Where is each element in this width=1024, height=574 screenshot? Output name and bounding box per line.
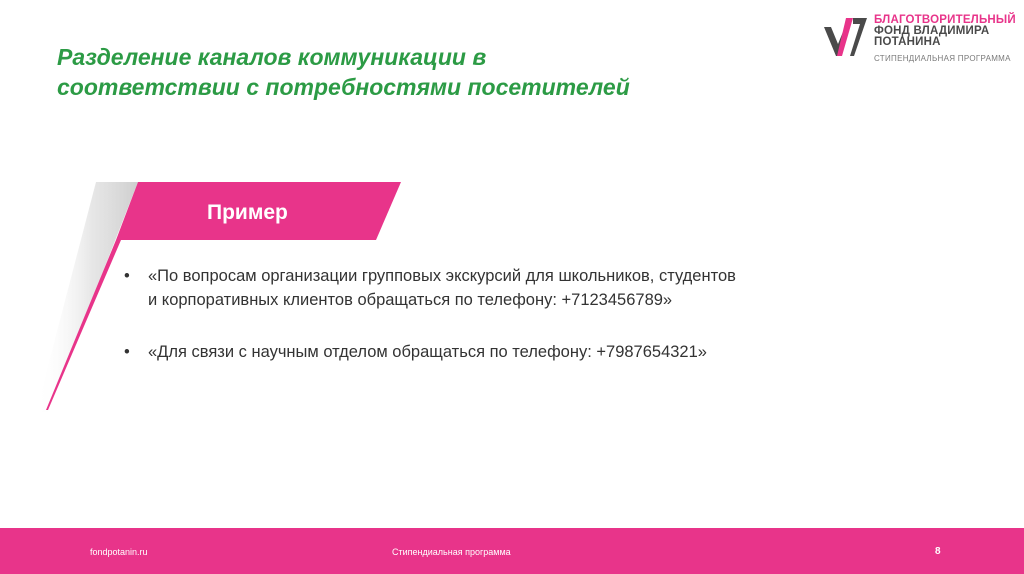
logo-text-line-3: ПОТАНИНА — [874, 36, 941, 48]
logo-subtitle: СТИПЕНДИАЛЬНАЯ ПРОГРАММА — [874, 54, 1011, 63]
bullet-text: «Для связи с научным отделом обращаться по телефону: +7987654321» — [148, 343, 707, 361]
list-item — [122, 264, 742, 312]
example-banner-label: Пример — [207, 201, 288, 224]
page-number: 8 — [935, 546, 941, 557]
bullet-list — [122, 264, 742, 392]
footer-program-name: Стипендиальная программа — [392, 547, 511, 557]
list-item — [122, 340, 742, 364]
bullet-text: «По вопросам организации групповых экскурсий для школьников, студентов и корпоративных клиентов обращаться по телефону: +7123456789» — [148, 267, 736, 309]
logo-text-line-1: БЛАГОТВОРИТЕЛЬНЫЙ — [874, 14, 1016, 26]
slide-title: Разделение каналов коммуникации в соответствии с потребностями посетителей — [57, 44, 630, 100]
footer-bar — [0, 528, 1024, 574]
footer-site-link[interactable]: fondpotanin.ru — [90, 547, 148, 557]
bullet-marker: • — [124, 343, 130, 361]
logo-text-line-2: ФОНД ВЛАДИМИРА — [874, 25, 990, 37]
bullet-marker: • — [124, 267, 130, 285]
